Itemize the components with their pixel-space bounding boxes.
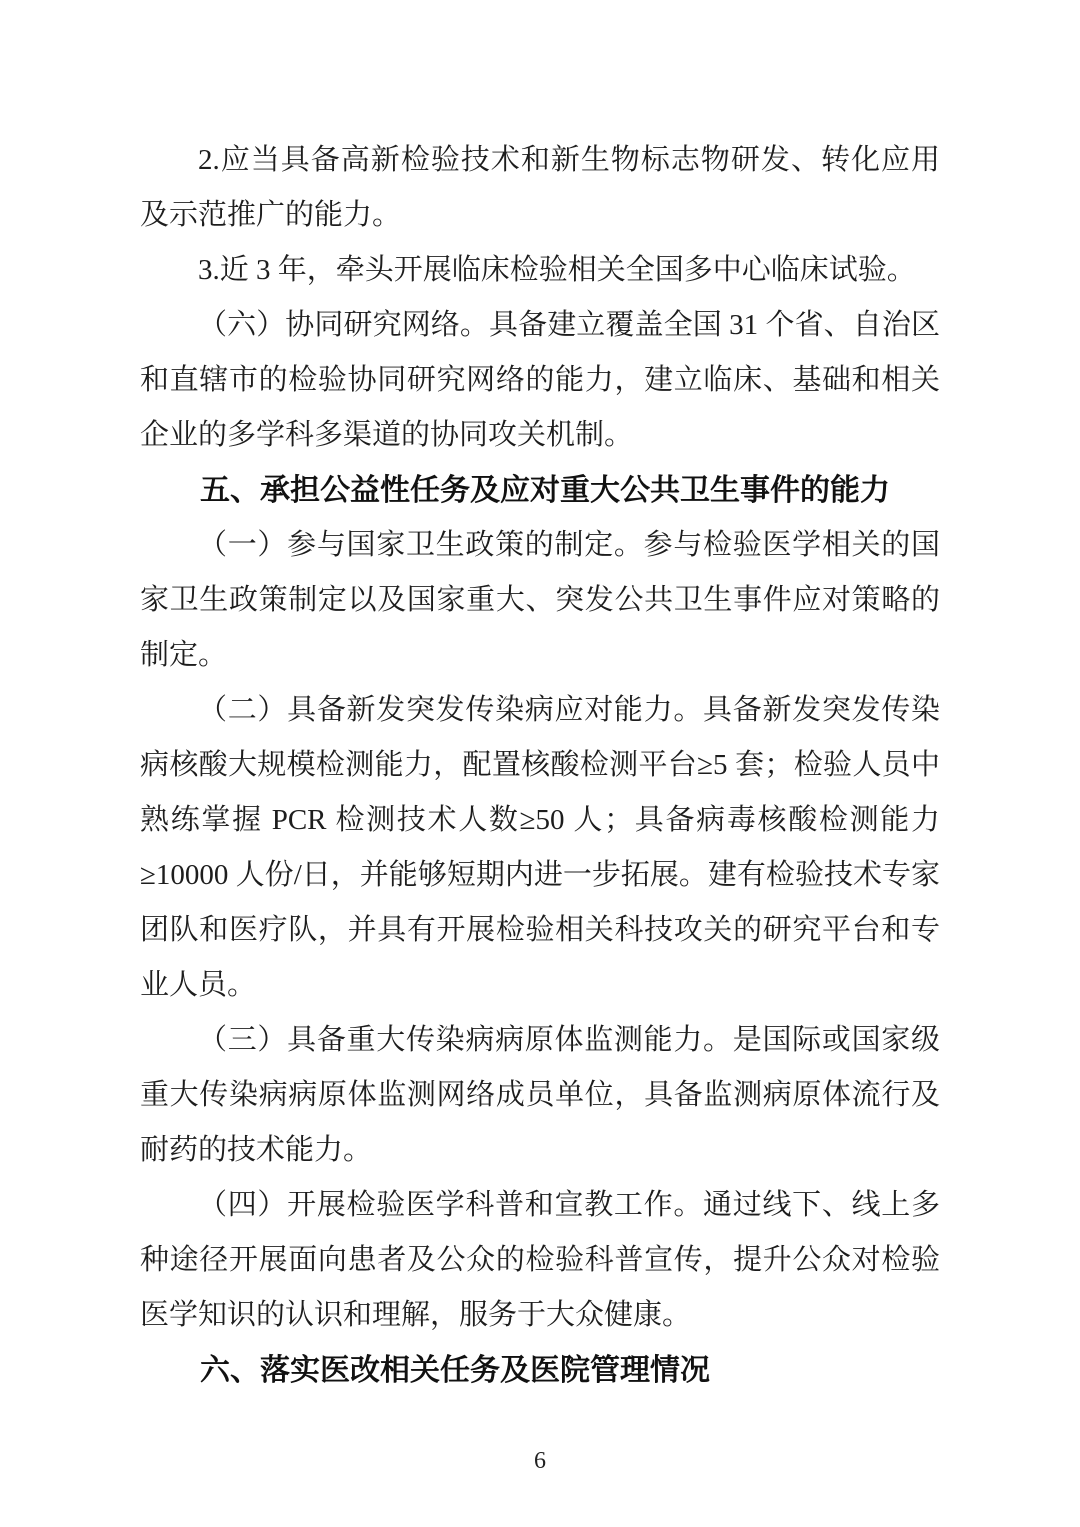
section-heading: 六、落实医改相关任务及医院管理情况: [200, 1354, 710, 1387]
section-heading: 五、承担公益性任务及应对重大公共卫生事件的能力: [200, 474, 890, 507]
body-paragraph: （三）具备重大传染病病原体监测能力。是国际或国家级重大传染病病原体监测网络成员单位，具备监测病原体流行及耐药的技术能力。: [140, 1024, 940, 1166]
body-paragraph: （一）参与国家卫生政策的制定。参与检验医学相关的国家卫生政策制定以及国家重大、突发公共卫生事件应对策略的制定。: [140, 529, 940, 671]
body-paragraph: （六）协同研究网络。具备建立覆盖全国 31 个省、自治区和直辖市的检验协同研究网络的能力，建立临床、基础和相关企业的多学科多渠道的协同攻关机制。: [140, 309, 940, 451]
body-paragraph: 3.近 3 年，牵头开展临床检验相关全国多中心临床试验。: [198, 254, 916, 286]
document-body: [140, 133, 940, 1398]
page-number: 6: [534, 1448, 546, 1474]
body-paragraph: 2.应当具备高新检验技术和新生物标志物研发、转化应用及示范推广的能力。: [140, 144, 940, 231]
body-paragraph: （四）开展检验医学科普和宣教工作。通过线下、线上多种途径开展面向患者及公众的检验科普宣传，提升公众对检验医学知识的认识和理解，服务于大众健康。: [140, 1189, 940, 1331]
page-footer: [0, 1448, 1080, 1475]
body-paragraph: （二）具备新发突发传染病应对能力。具备新发突发传染病核酸大规模检测能力，配置核酸检测平台≥5 套；检验人员中熟练掌握 PCR 检测技术人数≥50 人；具备病毒核酸检测能力≥10000 人份/日，并能够短期内进一步拓展。建有检验技术专家团队和医疗队，并具有开展检验相关科技攻关的研究平台和专业人员。: [140, 694, 940, 1001]
